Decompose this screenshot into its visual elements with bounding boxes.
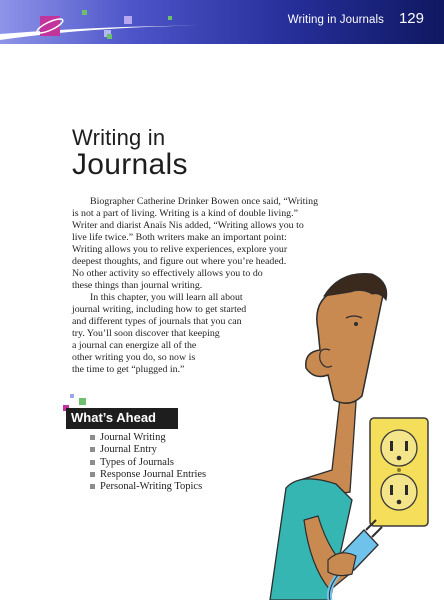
body-line: journal writing, including how to get started — [72, 304, 247, 315]
chapter-title-line1: Writing in — [72, 125, 166, 150]
section-title: Writing in Journals — [287, 14, 384, 26]
list-item[interactable]: Journal Entry — [90, 444, 206, 456]
list-item[interactable]: Personal-Writing Topics — [90, 481, 206, 493]
list-item[interactable]: Journal Writing — [90, 432, 206, 444]
body-line: live life twice.” Both writers make an important point: — [72, 232, 287, 243]
body-line: a journal can energize all of the — [72, 340, 197, 351]
page-number: 129 — [398, 10, 424, 27]
body-line: In this chapter, you will learn all about — [90, 292, 243, 303]
outlet-icon — [370, 418, 428, 526]
whats-ahead-heading: What’s Ahead — [71, 410, 156, 425]
body-line: these things than journal writing. — [72, 280, 203, 291]
body-line: deepest thoughts, and figure out where you’re headed. — [72, 256, 287, 267]
body-line: is not a part of living. Writing is a kind of double living.” — [72, 208, 298, 219]
body-line: try. You’ll soon discover that keeping — [72, 328, 220, 339]
body-line: Biographer Catherine Drinker Bowen once said, “Writing — [90, 196, 319, 207]
list-item[interactable]: Response Journal Entries — [90, 469, 206, 481]
chapter-title-line2: Journals — [72, 148, 188, 181]
body-line: the time to get “plugged in.” — [72, 364, 185, 375]
list-item[interactable]: Types of Journals — [90, 457, 206, 469]
body-line: Writing allows you to relive experiences, explore your — [72, 244, 288, 255]
body-line: No other activity so effectively allows you to do — [72, 268, 263, 279]
body-line: and different types of journals that you can — [72, 316, 242, 327]
body-line: other writing you do, so now is — [72, 352, 196, 363]
body-line: Writer and diarist Anaïs Nis added, “Writing allows you to — [72, 220, 304, 231]
